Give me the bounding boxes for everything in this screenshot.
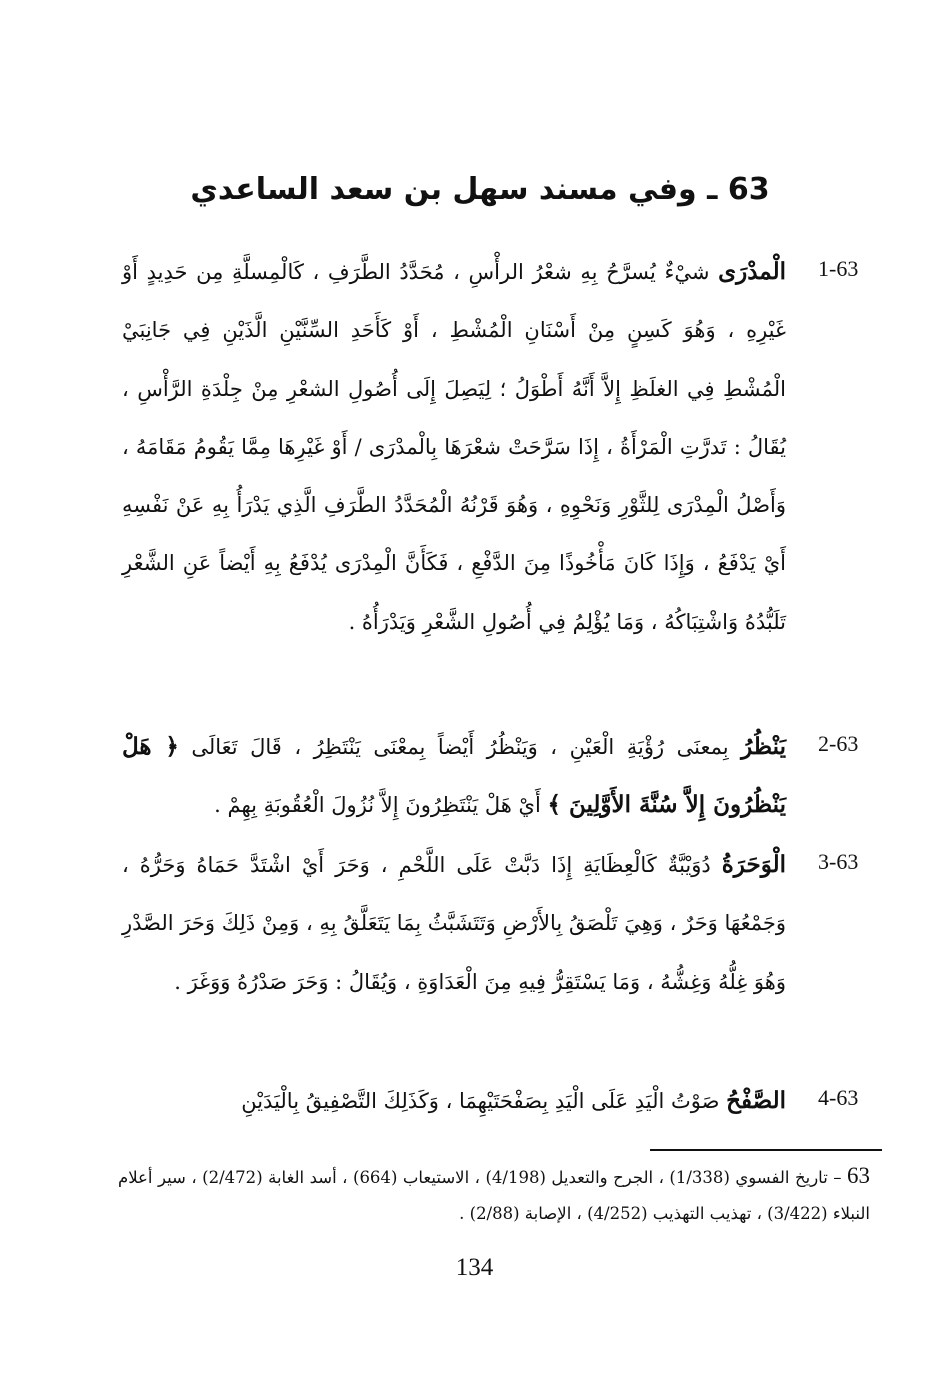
page-number: 134 [455, 1254, 494, 1281]
entry-definition: دُوَيْبَّةٌ كَالْعِظَايَةِ إِذَا دَبَّتْ عَلَى اللَّحْمِ ، وَحَرَ أَيْ اشْتَدَّ حَمَاهُ وَحَرُّهُ ، وَجَمْعُهَا وَحَرٌ ، وَهِيَ تَلْصَقُ بِالأَرْضِ وَتَتَشَبَّثُ بِمَا يَتَعَلَّقُ بِهِ ، وَمِنْ ذَلِكَ وَحَرَ الصَّدْرِ وَهُوَ غِلُّهُ وَغِشُّهُ ، وَمَا يَسْتَقِرُّ فِيهِ مِنَ الْعَدَاوَةِ ، وَيُقَالُ : وَحَرَ صَدْرُهُ وَوَغَرَ . [122, 853, 786, 994]
quran-quote: ﴿ هَلْ يَنْظُرُونَ إِلاَّ سُنَّةَ الأَوَّلِينَ ﴾ [122, 733, 786, 819]
entry-number: 3-63 [818, 849, 859, 874]
entry-definition: بِمعنَى رُؤْيَةِ الْعَيْنِ ، وَيَنْظُرُ أَيْضاً بِمعْنَى يَنْتَظِرُ ، قَالَ تَعَالَى [178, 735, 742, 759]
entry-definition: شيْءٌ يُسرَّحُ بِهِ شعْرُ الرأْسِ ، مُحَدَّدُ الطَّرَفِ ، كَالْمِسلَّةِ مِن حَدِيدٍ أَوْ غَيْرِهِ ، وَهُوَ كَسِنٍ مِنْ أَسْنَانِ الْمُشْطِ ، أَوْ كَأَحَدِ السِّنَّيْنِ الَّذَيْنِ فِي جَانِبَيْ الْمُشْطِ فِي الغلَظِ إِلاَّ أَنَّهُ أَطْوَلُ ؛ لِيَصِلَ إِلَى أُصُولِ الشعْرِ مِنْ جِلْدَةِ الرَّأْسِ ، يُقَالُ : تَدرَّتِ الْمَرْأَةُ ، إِذَا سَرَّحَتْ شعْرَهَا بِالْمدْرَى / أَوْ غَيْرِهَا مِمَّا يَقُومُ مَقَامَهُ ، وَأَصْلُ الْمِدْرَى لِلثَّوْرِ وَنَحْوِهِ ، وَهُوَ قَرْنُهُ الْمُحَدَّدُ الطَّرَفِ الَّذِي يَدْرَأُ بِهِ عَنْ نَفْسِهِ أَيْ يَدْفَعُ ، وَإِذَا كَانَ مَأْخُوذًا مِنَ الدَّفْعِ ، فَكَأَنَّ الْمِدْرَى يُدْفَعُ بِهِ أَيْضاً عَنِ الشَّعْرِ تَلَبُّدُهُ وَاشْتِبَاكُهُ ، وَمَا يُؤْلِمُ فِي أُصُولِ الشَّعْرِ وَيَدْرَأُهُ . [122, 260, 786, 634]
entry-term: الْوَحَرَةُ [721, 851, 786, 878]
entry-number: 1-63 [818, 256, 859, 281]
footnote-number: 63 [847, 1163, 871, 1188]
footnote-text: – تاريخ الفسوي (1/338) ، الجرح والتعديل (4/198) ، الاستيعاب (664) ، أسد الغابة (2/472) ، سير أعلام النبلاء (3/422) ، تهذيب التهذيب (4/252) ، الإصابة (2/88) . [118, 1168, 870, 1223]
footnote [118, 1158, 870, 1232]
entry-term: الصَّفْحُ [726, 1087, 786, 1114]
entry-definition: صَوْتُ الْيَدِ عَلَى الْيَدِ بِصَفْحَتَيْهِمَا ، وَكَذَلِكَ التَّصْفِيقُ بِالْيَدَيْنِ [241, 1089, 727, 1113]
footnote-divider [650, 1149, 882, 1151]
entry-text [122, 718, 786, 835]
page-title: 63 ـ وفي مسند سهل بن سعد الساعدي [190, 172, 770, 207]
entry-definition-continued: أَيْ هَلْ يَنْتَظِرُونَ إِلاَّ نُزُولَ الْعُقُوبَةِ بِهِمْ . [214, 793, 548, 818]
entry-term: الْمدْرَى [718, 258, 786, 285]
entry-term: يَنْظُرُ [741, 733, 787, 760]
entry-text [122, 1072, 786, 1130]
entry-number: 4-63 [818, 1085, 859, 1110]
entry-number: 2-63 [818, 731, 859, 756]
entry-text [122, 243, 786, 651]
entry-text [122, 836, 786, 1011]
